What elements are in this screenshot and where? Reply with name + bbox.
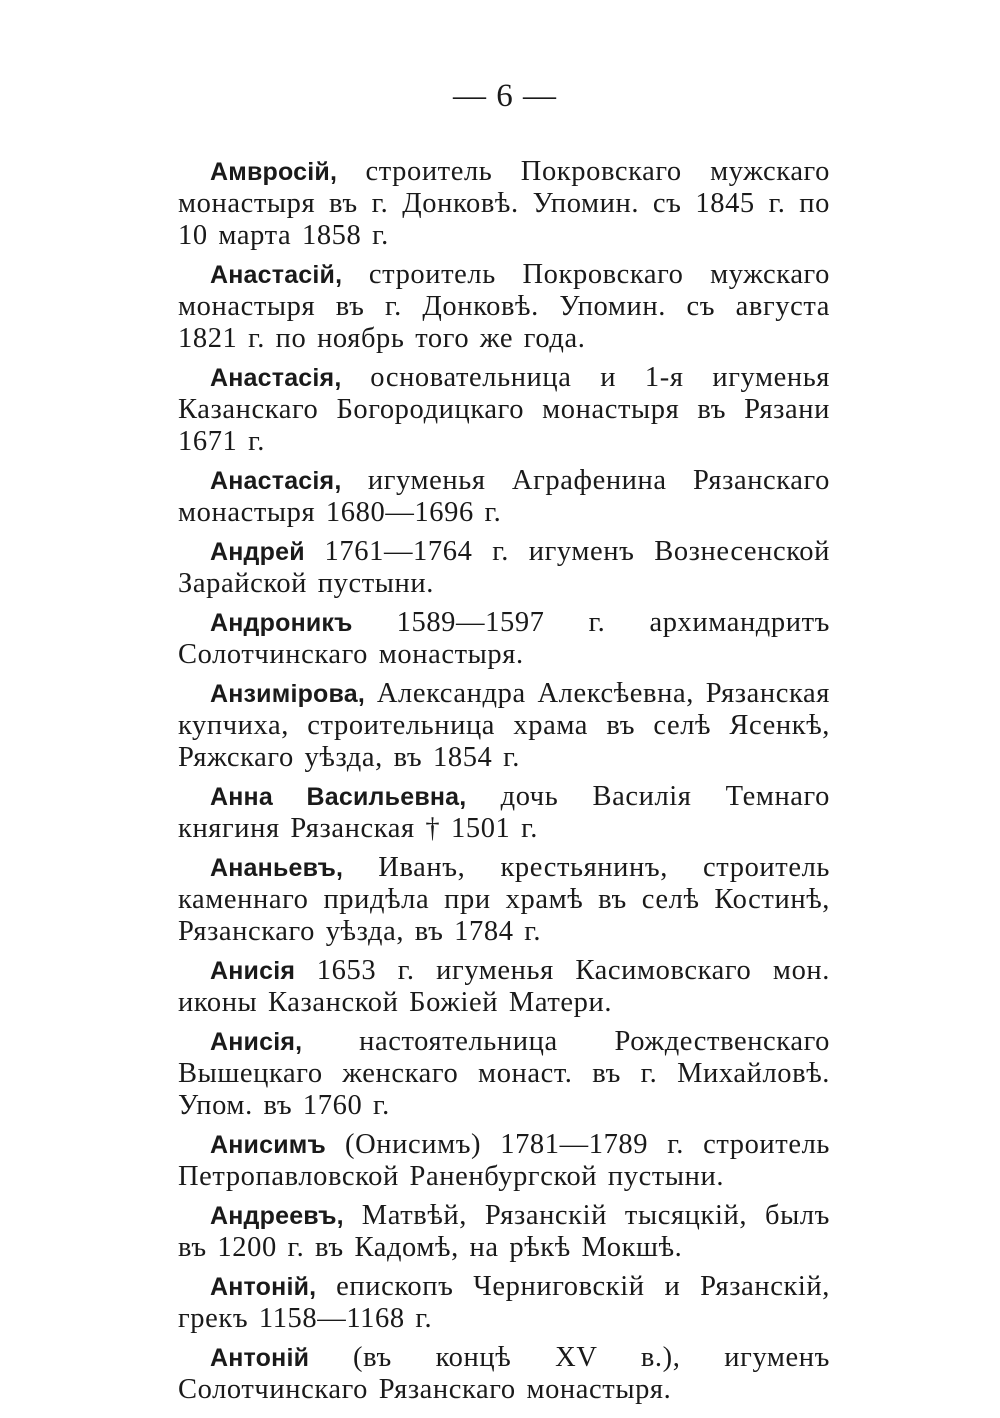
entry-text: строитель Покровскаго мужскаго монастыря въ г. Донковѣ. Упомин. съ 1845 г. по 10 марта 1858 г. [178,156,830,251]
entry-text: (Онисимъ) 1781—1789 г. строитель Петропавловской Раненбургской пустыни. [178,1129,830,1192]
list-item [178,259,830,355]
entry-headword: Анисія, [210,1028,303,1056]
entry-text: (въ концѣ XV в.), игуменъ Солотчинскаго Рязанскаго монастыря. [178,1342,830,1405]
entry-text: 1761—1764 г. игуменъ Вознесенской Зарайской пустыни. [178,536,830,599]
list-item [178,1200,830,1264]
entry-headword: Анастасія, [210,467,342,495]
entry-headword: Анастасія, [210,364,342,392]
list-item [178,678,830,774]
entry-text: основательница и 1-я игуменья Казанскаго Богородицкаго монастыря въ Рязани 1671 г. [178,362,830,457]
page-number: — 6 — [453,78,557,114]
entry-text: Александра Алексѣевна, Рязанская купчиха, строительница храма въ селѣ Ясенкѣ, Ряжскаго уѣзда, въ 1854 г. [178,678,830,773]
entry-text: дочь Василія Темнаго княгиня Рязанская † 1501 г. [178,781,830,844]
list-item [178,1271,830,1335]
entry-list [178,156,830,1413]
entry-text: строитель Покровскаго мужскаго монастыря въ г. Донковѣ. Упомин. съ августа 1821 г. по ноябрь того же года. [178,259,830,354]
list-item [178,955,830,1019]
list-item [178,1026,830,1122]
entry-text: Матвѣй, Рязанскій тысяцкій, былъ въ 1200 г. въ Кадомѣ, на рѣкѣ Мокшѣ. [178,1200,830,1263]
entry-headword: Ананьевъ, [210,854,344,882]
entry-headword: Андреевъ, [210,1202,344,1230]
list-item [178,1342,830,1406]
entry-text: настоятельница Рождественскаго Вышецкаго женскаго монаст. въ г. Михайловѣ. Упом. въ 1760 г. [178,1026,830,1121]
entry-headword: Антоній, [210,1273,317,1301]
list-item [178,536,830,600]
entry-headword: Анастасій, [210,261,343,289]
entry-headword: Анисія [210,957,296,985]
list-item [178,852,830,948]
list-item [178,156,830,252]
list-item [178,362,830,458]
entry-text: 1653 г. игуменья Касимовскаго мон. иконы Казанской Божіей Матери. [178,955,830,1018]
entry-text: игуменья Аграфенина Рязанскаго монастыря 1680—1696 г. [178,465,830,528]
entry-headword: Андроникъ [210,609,353,637]
list-item [178,465,830,529]
entry-headword: Анзимірова, [210,680,366,708]
entry-headword: Анна Васильевна, [210,783,467,811]
entry-headword: Анисимъ [210,1131,326,1159]
list-item [178,1129,830,1193]
entry-text: 1589—1597 г. архимандритъ Солотчинскаго монастыря. [178,607,830,670]
entry-text: епископъ Черниговскій и Рязанскій, грекъ 1158—1168 г. [178,1271,830,1334]
entry-headword: Антоній [210,1344,310,1372]
entry-headword: Амвросій, [210,158,338,186]
list-item [178,781,830,845]
entry-text: Иванъ, крестьянинъ, строитель каменнаго придѣла при храмѣ въ селѣ Костинѣ, Рязанскаго уѣзда, въ 1784 г. [178,852,830,947]
list-item [178,607,830,671]
entry-headword: Андрей [210,538,305,566]
